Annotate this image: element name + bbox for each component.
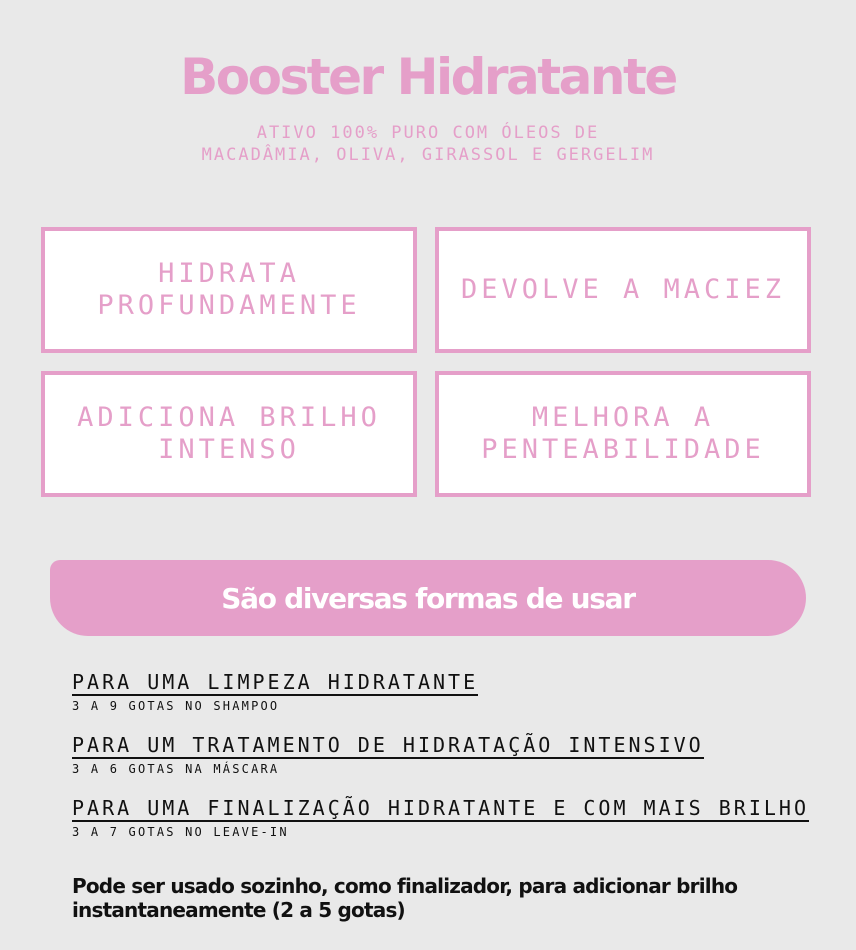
usage-description: 3 A 9 GOTAS NO SHAMPOO [72,699,280,713]
benefit-line-1: MELHORA A [531,402,715,433]
benefit-line-2: PENTEABILIDADE [481,434,765,465]
benefit-line-2: INTENSO [158,434,300,465]
usage-description: 3 A 7 GOTAS NO LEAVE-IN [72,825,289,839]
usage-item-limpeza [72,670,478,714]
benefit-text [461,274,785,306]
subtitle-line-2: MACADÂMIA, OLIVA, GIRASSOL E GERGELIM [201,145,655,165]
benefit-card-penteabilidade [435,371,811,497]
page-title: Booster Hidratante [180,48,676,106]
usage-banner: São diversas formas de usar [50,560,806,636]
benefit-card-maciez [435,227,811,353]
benefit-card-hidrata [41,227,417,353]
usage-title: PARA UMA LIMPEZA HIDRATANTE [72,670,479,694]
benefit-line-1: DEVOLVE A MACIEZ [460,274,786,305]
note-line-2: instantaneamente (2 a 5 gotas) [72,898,405,922]
note-line-1: Pode ser usado sozinho, como finalizador, para adicionar brilho [72,874,738,898]
page-subtitle [0,122,856,166]
usage-title: PARA UMA FINALIZAÇÃO HIDRATANTE E COM MAIS BRILHO [72,796,810,820]
benefit-text [77,402,381,466]
usage-item-finalizacao [72,796,809,840]
usage-title: PARA UM TRATAMENTO DE HIDRATAÇÃO INTENSIVO [72,733,704,757]
benefit-line-2: PROFUNDAMENTE [97,290,361,321]
benefit-card-brilho [41,371,417,497]
benefit-line-1: HIDRATA [158,258,300,289]
usage-description: 3 A 6 GOTAS NA MÁSCARA [72,762,280,776]
benefit-text [481,402,765,466]
benefit-line-1: ADICIONA BRILHO [77,402,381,433]
subtitle-line-1: ATIVO 100% PURO COM ÓLEOS DE [256,123,600,143]
benefit-text [97,258,360,322]
usage-item-tratamento [72,733,704,777]
usage-note [72,874,792,922]
